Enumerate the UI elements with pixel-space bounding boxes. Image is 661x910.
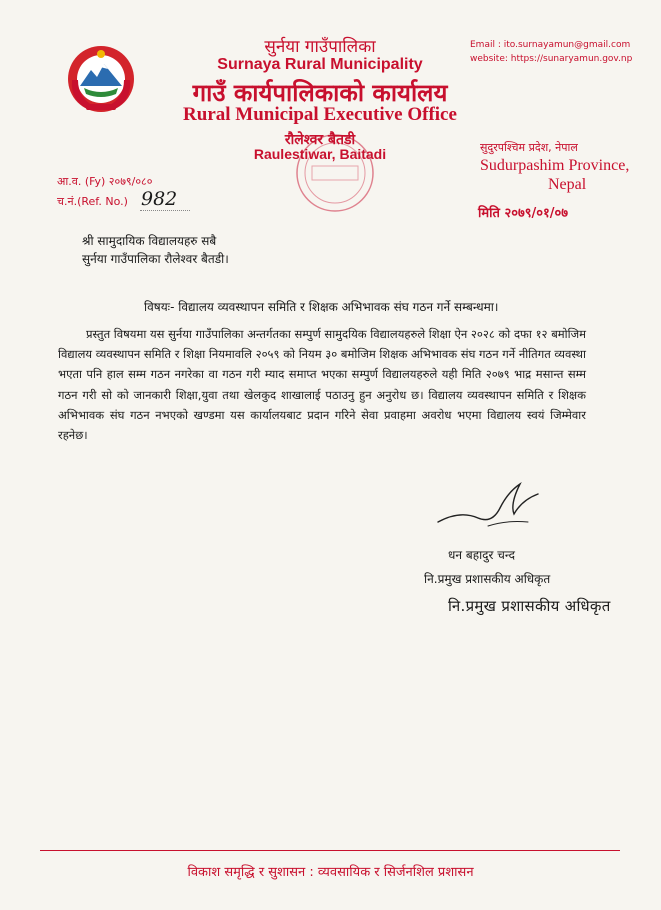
reference-label: च.नं.(Ref. No.) <box>57 195 128 208</box>
letter-subject: विषयः- विद्यालय व्यवस्थापन समिति र शिक्षक अभिभावक संघ गठन गर्ने सम्बन्धमा। <box>144 300 499 314</box>
office-name-np: गाउँ कार्यपालिकाको कार्यालय <box>192 78 448 107</box>
office-stamp-icon <box>290 128 380 218</box>
letter-body: प्रस्तुत विषयमा यस सुर्नया गाउँपालिका अन्तर्गतका सम्पुर्ण सामुदयिक विद्यालयहरुले शिक्षा ऐन २०२८ को दफा १२ बमोजिम विद्यालय व्यवस्थापन समिति र शिक्षा नियमावलि २०५९ को नियम ३० बमोजिम शिक्षक अभिभावक संघ गठन गर्ने नीतिगत व्यवस्था भएता पनि हाल सम्म गठन नगरेका वा गठन गरी म्याद समाप्त भएका सम्पुर्ण विद्यालयहरुले यही मिति २०७९ भाद्र मसान्त सम्म गठन गरी सो को जानकारी शिक्षा,युवा तथा खेलकुद शाखालाई पठाउनु हुन अनुरोध छ। विद्यालय व्यवस्थापन समिति र शिक्षक अभिभावक संघ गठन नभएको खण्डमा यस कार्यालयबाट प्रदान गरिने सेवा प्रवाहमा अवरोध भएमा विद्यालय स्वयं जिम्मेवार रहनेछ। <box>58 327 586 443</box>
nepal-emblem-icon <box>66 44 136 114</box>
fiscal-year: आ.व. (Fy) २०७९/०८० <box>57 175 153 188</box>
province-en-line1: Sudurpashim Province, <box>480 157 630 174</box>
addressee-line2: सुर्नया गाउँपालिका रौलेश्वर बैतडी। <box>82 252 229 266</box>
addressee-line1: श्री सामुदायिक विद्यालयहरु सबै <box>82 234 217 248</box>
place-name-en: Raulestiwar, Baitadi <box>253 146 387 162</box>
footer-motto: विकाश समृद्धि र सुशासन : व्यवसायिक र सिर्जनशिल प्रशासन <box>187 865 474 880</box>
letter-date: मिति २०७९/०१/०७ <box>478 206 569 221</box>
municipality-name-np: सुर्नया गाउँपालिका <box>264 37 376 57</box>
contact-email: Email : ito.surnayamun@gmail.com <box>470 40 631 50</box>
signature-mark <box>430 470 560 540</box>
office-name-en: Rural Municipal Executive Office <box>183 104 457 125</box>
province-en-line2: Nepal <box>548 176 587 193</box>
contact-website: website: https://sunaryamun.gov.np <box>470 54 633 64</box>
municipality-name-en: Surnaya Rural Municipality <box>217 56 423 73</box>
place-name-np: रौलेश्वर बैतडी <box>284 132 356 148</box>
footer-divider <box>40 850 620 851</box>
reference-number: 982 <box>141 188 178 210</box>
signatory-designation: नि.प्रमुख प्रशासकीय अधिकृत <box>424 572 551 586</box>
signatory-name: धन बहादुर चन्द <box>448 548 515 562</box>
reference-underline <box>140 210 190 211</box>
designation-stamp: नि.प्रमुख प्रशासकीय अधिकृत <box>448 597 611 615</box>
province-np: सुदुरपश्चिम प्रदेश, नेपाल <box>480 141 578 154</box>
